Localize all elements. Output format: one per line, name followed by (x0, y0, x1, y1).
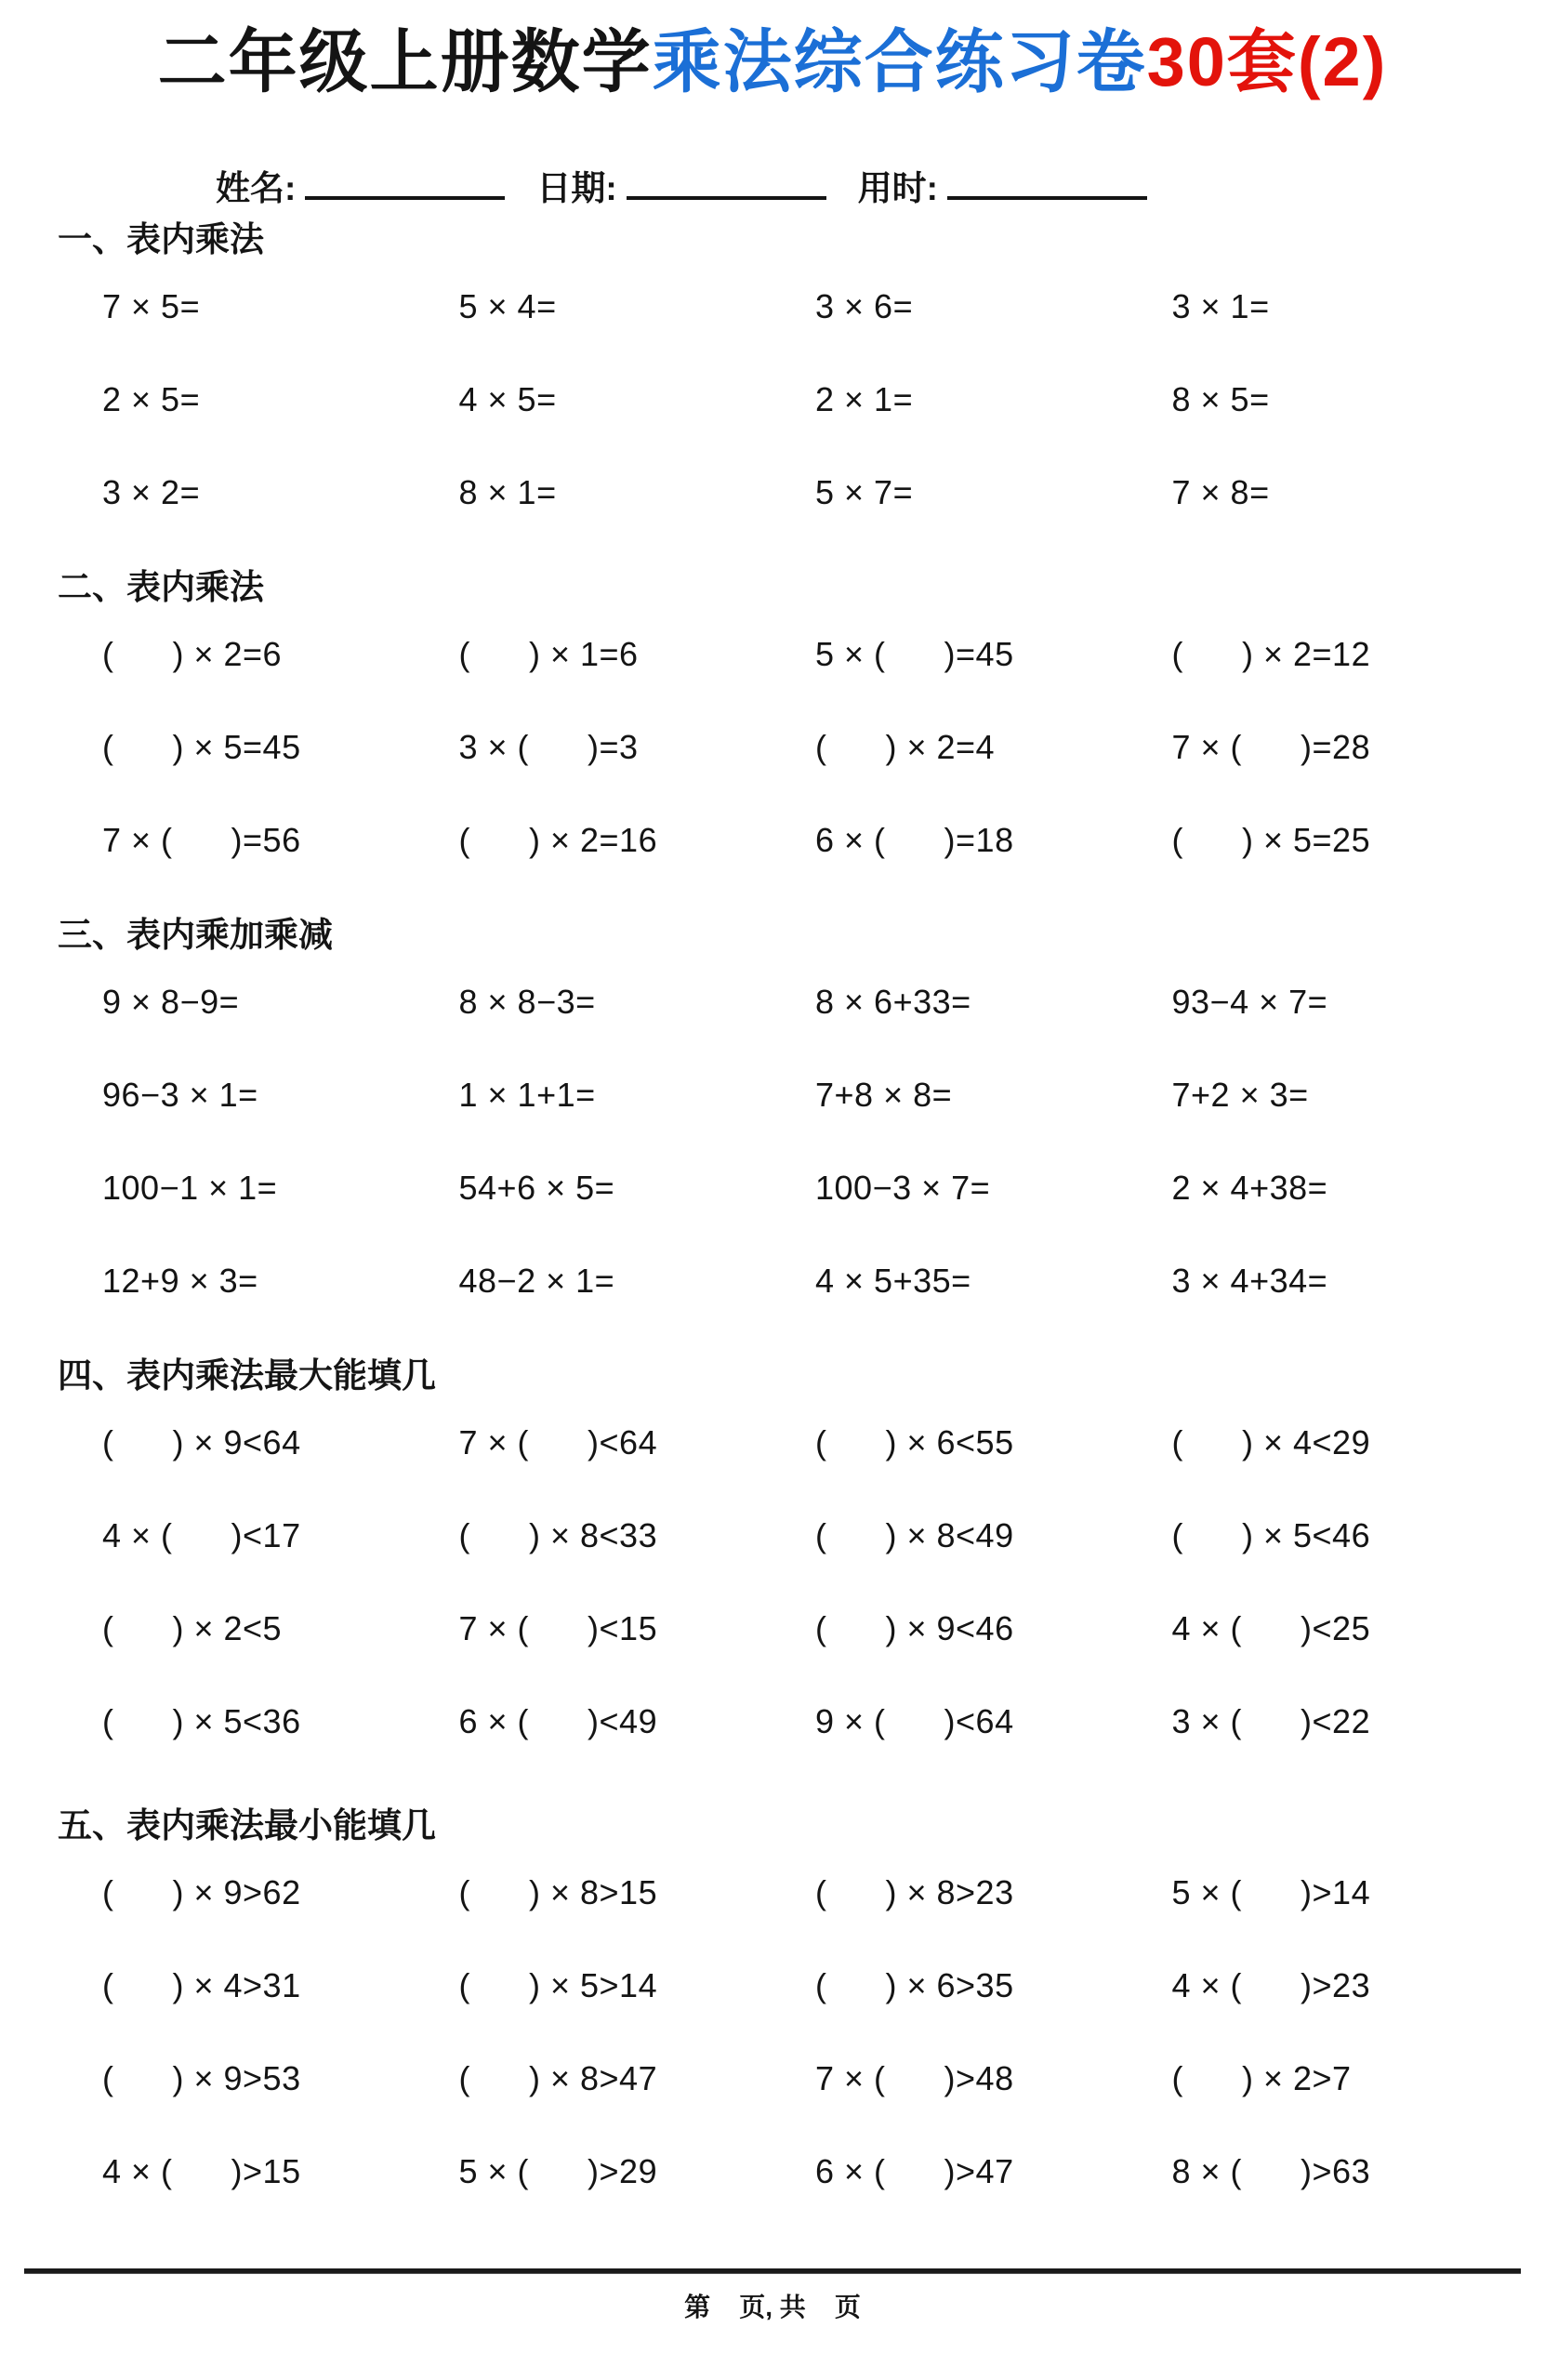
name-label: 姓名: (216, 169, 297, 207)
problem-cell: ( ) × 9<64 (102, 1423, 301, 1461)
date-label: 日期: (536, 169, 617, 207)
problem-cell: ( ) × 5<46 (1171, 1516, 1371, 1554)
problem-cell: 5 × ( )=45 (815, 635, 1014, 673)
problem-cell: 7 × ( )<15 (458, 1609, 658, 1647)
problem-cell: ( ) × 2=16 (458, 821, 658, 859)
problem-cell: ( ) × 4<29 (1171, 1423, 1371, 1461)
section-2 (0, 567, 1545, 887)
problem-cell: 100−1 × 1= (102, 1169, 278, 1207)
problem-cell: 5 × ( )>29 (458, 2152, 658, 2190)
name-blank-line (305, 165, 505, 200)
date-blank-line (627, 165, 826, 200)
problem-cell: ( ) × 2=4 (815, 728, 996, 766)
problem-cell: 7 × 8= (1171, 473, 1270, 511)
problem-cell: 48−2 × 1= (458, 1262, 615, 1300)
problem-cell: ( ) × 8>47 (458, 2059, 658, 2097)
problem-cell: 8 × 1= (458, 473, 557, 511)
problem-cell: ( ) × 9>62 (102, 1873, 301, 1911)
sections-container (0, 219, 1545, 2218)
problem-cell: ( ) × 8<33 (458, 1516, 658, 1554)
problem-cell: 3 × ( )=3 (458, 728, 639, 766)
problem-cell: 7 × ( )>48 (815, 2059, 1014, 2097)
problem-cell: 2 × 1= (815, 380, 914, 418)
problem-cell: 4 × ( )>15 (102, 2152, 301, 2190)
section-heading: 一、表内乘法 (58, 220, 264, 258)
problem-cell: 8 × 6+33= (815, 983, 971, 1021)
problem-cell: ( ) × 9>53 (102, 2059, 301, 2097)
problem-cell: ( ) × 5<36 (102, 1702, 301, 1740)
meta-line (0, 160, 1545, 206)
problem-cell: ( ) × 1=6 (458, 635, 639, 673)
problem-cell: 96−3 × 1= (102, 1076, 258, 1114)
problem-cell: ( ) × 5>14 (458, 1966, 658, 2004)
problem-cell: 7 × 5= (102, 287, 201, 325)
problem-cell: ( ) × 6<55 (815, 1423, 1014, 1461)
time-blank-line (947, 165, 1147, 200)
footer-divider (24, 2268, 1521, 2274)
title-topic-part: 乘法综合练习卷 (652, 23, 1147, 100)
section-heading: 二、表内乘法 (58, 568, 264, 606)
problem-cell: 3 × 4+34= (1171, 1262, 1328, 1300)
problem-cell: 4 × ( )<25 (1171, 1609, 1371, 1647)
problem-cell: 93−4 × 7= (1171, 983, 1328, 1021)
problem-cell: 4 × ( )<17 (102, 1516, 301, 1554)
problem-cell: 2 × 5= (102, 380, 201, 418)
problem-cell: 9 × ( )<64 (815, 1702, 1014, 1740)
problem-cell: 4 × ( )>23 (1171, 1966, 1371, 2004)
page-number-text: 第 页, 共 页 (684, 2293, 861, 2321)
problem-cell: ( ) × 4>31 (102, 1966, 301, 2004)
problem-cell: 7+8 × 8= (815, 1076, 953, 1114)
section-heading: 五、表内乘法最小能填几 (58, 1806, 436, 1844)
problem-cell: 6 × ( )<49 (458, 1702, 658, 1740)
problem-cell: 6 × ( )=18 (815, 821, 1014, 859)
problem-cell: ( ) × 8>23 (815, 1873, 1014, 1911)
problem-cell: ( ) × 8<49 (815, 1516, 1014, 1554)
problem-cell: 9 × 8−9= (102, 983, 240, 1021)
time-label: 用时: (857, 169, 938, 207)
problem-cell: 7 × ( )<64 (458, 1423, 658, 1461)
problem-cell: 5 × 7= (815, 473, 914, 511)
section-3 (0, 915, 1545, 1328)
problem-cell: 7 × ( )=56 (102, 821, 301, 859)
problem-cell: ( ) × 5=45 (102, 728, 301, 766)
section-grid (0, 608, 1545, 887)
problem-cell: 8 × 5= (1171, 380, 1270, 418)
problem-cell: 12+9 × 3= (102, 1262, 258, 1300)
section-grid (0, 1396, 1545, 1768)
section-heading: 四、表内乘法最大能填几 (58, 1356, 436, 1395)
title-grade-part: 二年级上册数学 (157, 23, 653, 100)
problem-cell: ( ) × 5=25 (1171, 821, 1371, 859)
problem-cell: 5 × ( )>14 (1171, 1873, 1371, 1911)
section-5 (0, 1805, 1545, 2218)
problem-cell: 6 × ( )>47 (815, 2152, 1014, 2190)
problem-cell: 8 × ( )>63 (1171, 2152, 1371, 2190)
problem-cell: ( ) × 6>35 (815, 1966, 1014, 2004)
problem-cell: 3 × 1= (1171, 287, 1270, 325)
problem-cell: 3 × 6= (815, 287, 914, 325)
problem-cell: 5 × 4= (458, 287, 557, 325)
section-grid (0, 1846, 1545, 2218)
problem-cell: 7 × ( )=28 (1171, 728, 1371, 766)
problem-cell: 8 × 8−3= (458, 983, 596, 1021)
problem-cell: 3 × 2= (102, 473, 201, 511)
problem-cell: ( ) × 8>15 (458, 1873, 658, 1911)
problem-cell: 54+6 × 5= (458, 1169, 615, 1207)
problem-cell: 3 × ( )<22 (1171, 1702, 1371, 1740)
problem-cell: 4 × 5+35= (815, 1262, 971, 1300)
footer (0, 2268, 1545, 2324)
problem-cell: 7+2 × 3= (1171, 1076, 1309, 1114)
problem-cell: ( ) × 2=12 (1171, 635, 1371, 673)
problem-cell: 4 × 5= (458, 380, 557, 418)
section-1 (0, 219, 1545, 539)
section-4 (0, 1355, 1545, 1768)
problem-cell: ( ) × 2>7 (1171, 2059, 1352, 2097)
section-grid (0, 956, 1545, 1328)
problem-cell: 100−3 × 7= (815, 1169, 991, 1207)
problem-cell: ( ) × 2=6 (102, 635, 283, 673)
problem-cell: ( ) × 9<46 (815, 1609, 1014, 1647)
problem-cell: 2 × 4+38= (1171, 1169, 1328, 1207)
title-set-part: 30套(2) (1146, 23, 1388, 100)
problem-cell: ( ) × 2<5 (102, 1609, 283, 1647)
section-heading: 三、表内乘加乘减 (58, 916, 333, 954)
problem-cell: 1 × 1+1= (458, 1076, 596, 1114)
section-grid (0, 260, 1545, 539)
page-title (0, 0, 1545, 104)
